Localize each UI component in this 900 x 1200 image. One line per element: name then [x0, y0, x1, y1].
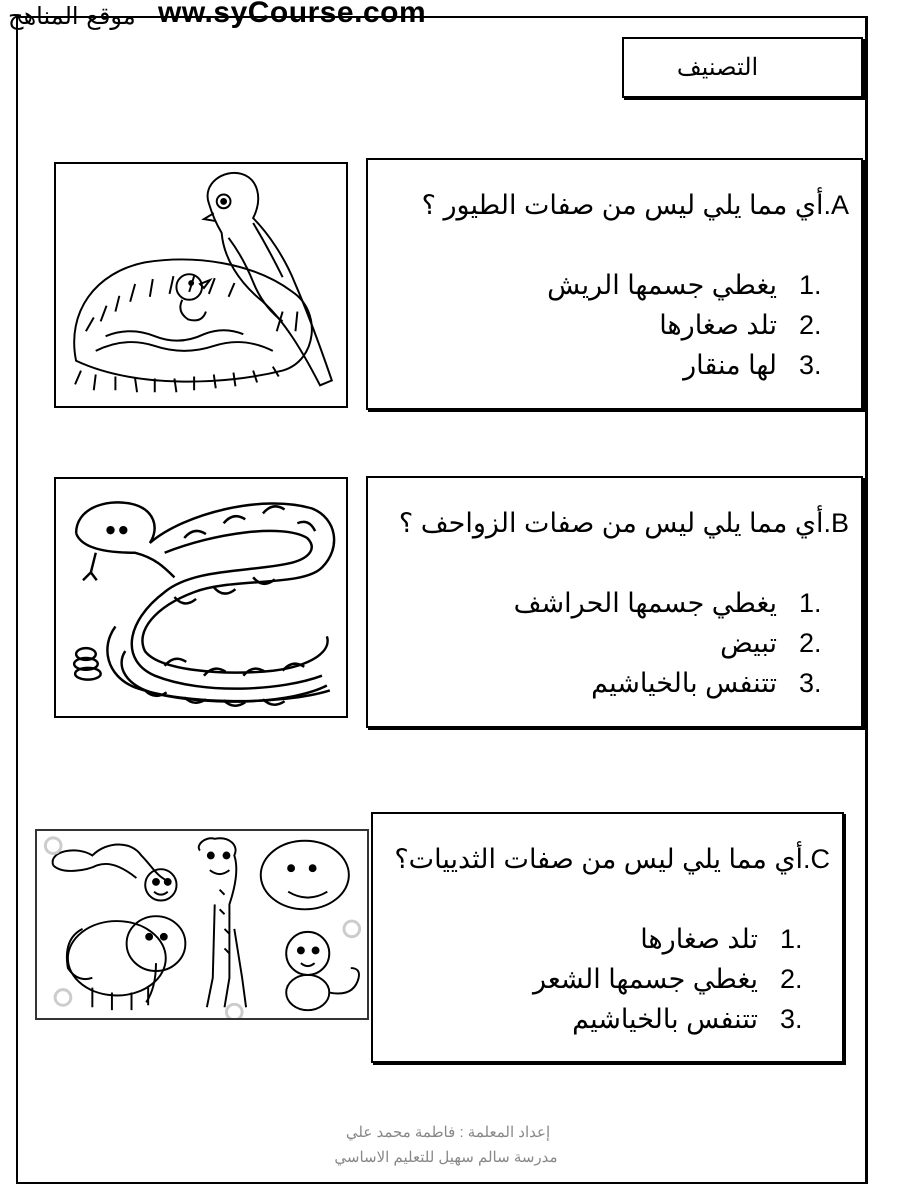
option-number: 3.: [799, 668, 822, 698]
question-c-box: [371, 812, 844, 1063]
question-text: أي مما يلي ليس من صفات الزواحف ؟: [398, 508, 824, 538]
option-c-1[interactable]: [640, 924, 830, 955]
option-text: تتنفس بالخياشيم: [572, 1004, 758, 1034]
option-a-3[interactable]: [683, 350, 849, 381]
animals-group-icon: [37, 831, 367, 1018]
option-number: 3.: [799, 350, 822, 380]
question-a-box: [366, 158, 863, 410]
option-b-2[interactable]: [720, 628, 849, 659]
question-label: C: [810, 844, 830, 874]
site-url[interactable]: ww.syCourse.com: [158, 0, 427, 29]
question-text: أي مما يلي ليس من صفات الطيور ؟: [421, 190, 824, 220]
option-text: يغطي جسمها الشعر: [533, 964, 758, 994]
option-text: يغطي جسمها الحراشف: [513, 588, 777, 618]
footer-school: مدرسة سالم سهيل للتعليم الاساسي: [334, 1149, 558, 1166]
question-c-text: C.أي مما يلي ليس من صفات الثدييات؟: [394, 844, 830, 874]
option-c-3[interactable]: [572, 1004, 830, 1035]
title-box: [622, 37, 863, 98]
option-a-1[interactable]: [547, 270, 849, 301]
page-title: التصنيف: [676, 54, 759, 81]
option-number: 2.: [799, 310, 822, 340]
option-number: 2.: [799, 628, 822, 658]
option-b-3[interactable]: [591, 668, 849, 699]
question-label: B: [830, 508, 849, 538]
option-number: 1.: [780, 924, 803, 954]
bird-nest-icon: [56, 164, 346, 406]
footer-teacher: إعداد المعلمة : فاطمة محمد علي: [345, 1124, 551, 1141]
snake-illustration: [54, 477, 348, 718]
option-text: تبيض: [720, 628, 777, 658]
snake-icon: [56, 479, 346, 716]
bird-nest-illustration: [54, 162, 348, 408]
animals-group-illustration: [35, 829, 369, 1020]
option-text: يغطي جسمها الريش: [547, 270, 777, 300]
option-c-2[interactable]: [533, 964, 830, 995]
option-number: 1.: [799, 588, 822, 618]
question-label: A: [830, 190, 849, 220]
option-a-2[interactable]: [659, 310, 849, 341]
option-text: تتنفس بالخياشيم: [591, 668, 777, 698]
option-b-1[interactable]: [514, 588, 849, 619]
site-name: موقع المناهج: [8, 2, 136, 30]
option-text: لها منقار: [683, 350, 777, 380]
option-text: تلد صغارها: [640, 924, 758, 954]
question-b-text: B.أي مما يلي ليس من صفات الزواحف ؟: [398, 508, 849, 538]
option-number: 1.: [799, 270, 822, 300]
question-text: أي مما يلي ليس من صفات الثدييات؟: [394, 844, 803, 874]
option-number: 2.: [780, 964, 803, 994]
option-number: 3.: [780, 1004, 803, 1034]
option-text: تلد صغارها: [659, 310, 777, 340]
question-b-box: [366, 476, 863, 728]
question-a-text: A.أي مما يلي ليس من صفات الطيور ؟: [421, 190, 849, 220]
